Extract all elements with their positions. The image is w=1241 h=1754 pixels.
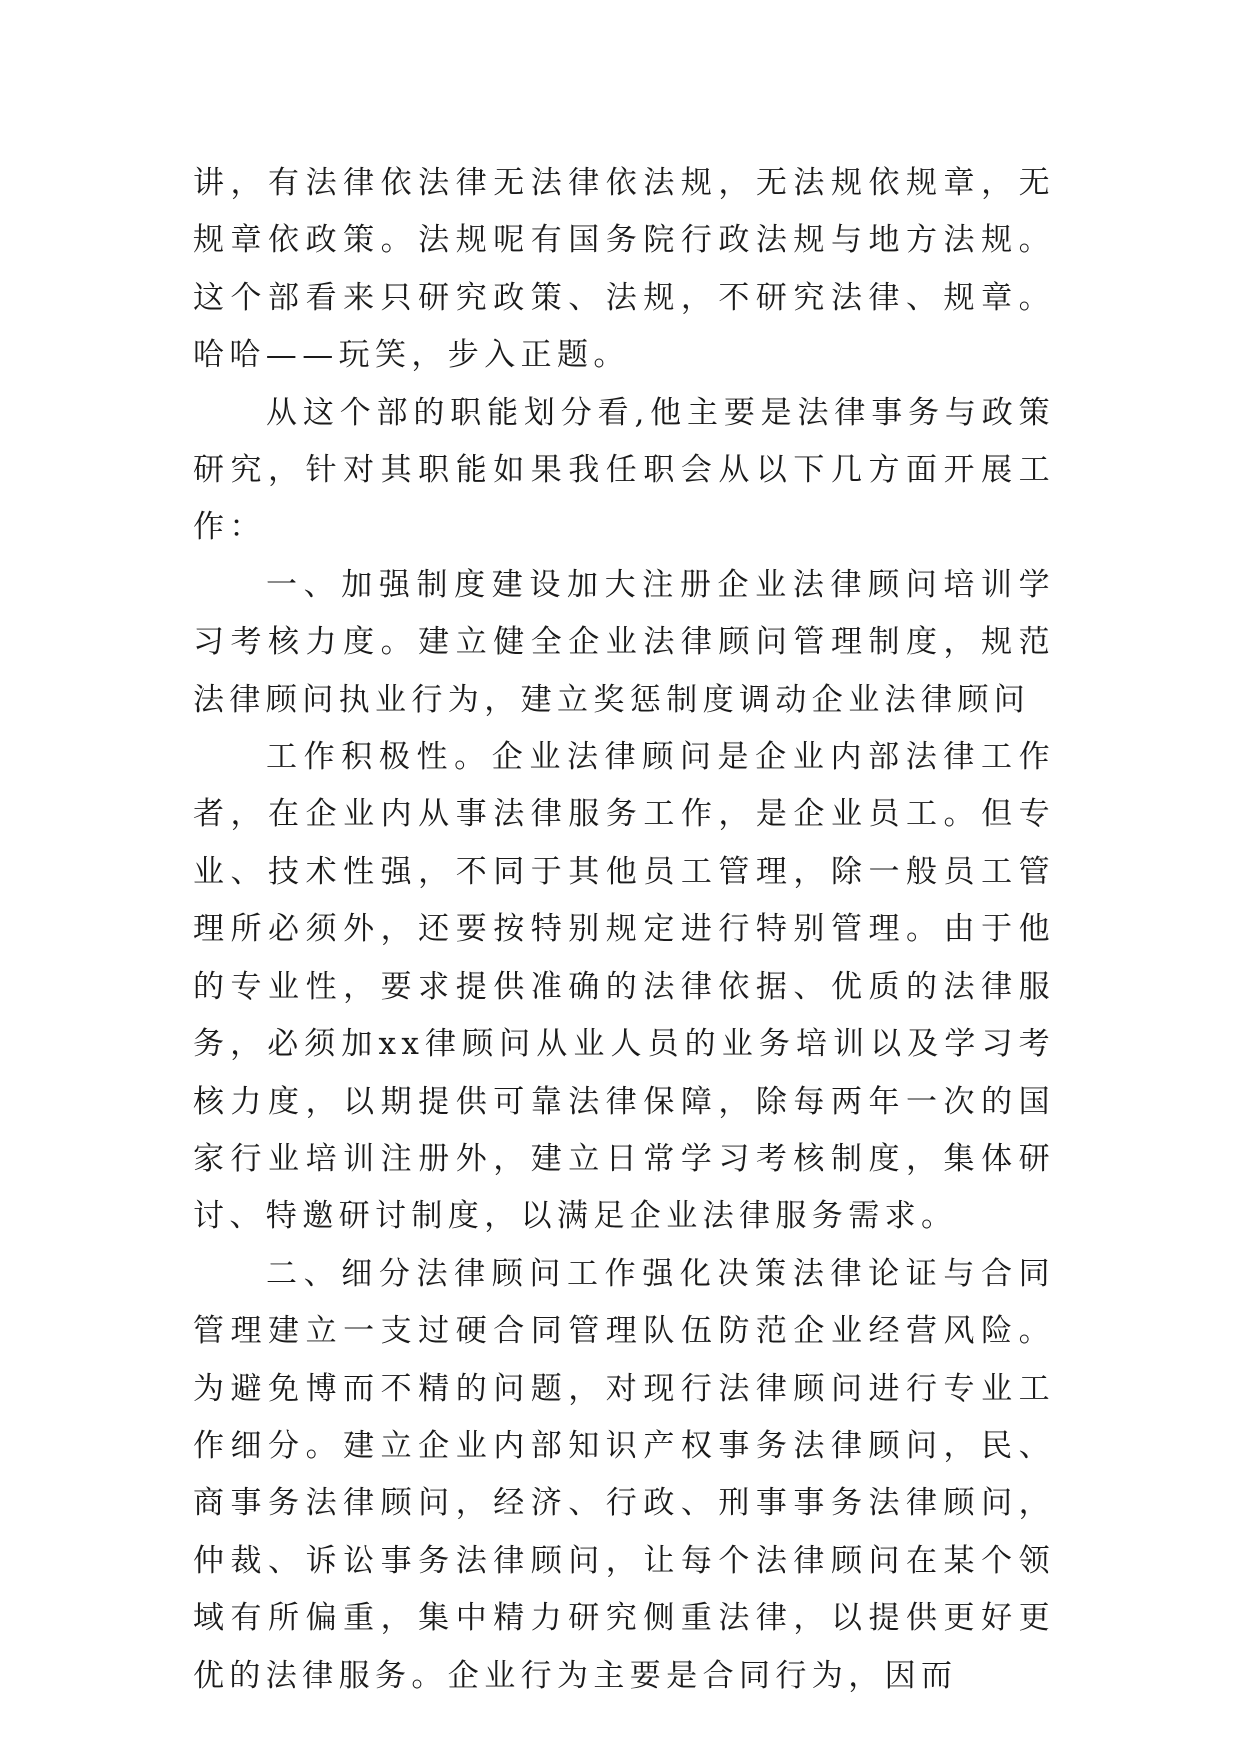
paragraph-4: 工作积极性。企业法律顾问是企业内部法律工作者，在企业内从事法律服务工作，是企业员工。但专业、技术性强，不同于其他员工管理，除一般员工管理所必须外，还要按特别规定进行特别管理。由于他的专业性，要求提供准确的法律依据、优质的法律服务，必须加xx律顾问从业人员的业务培训以及学习考核力度，以期提供可靠法律保障，除每两年一次的国家行业培训注册外，建立日常学习考核制度，集体研讨、特邀研讨制度，以满足企业法律服务需求。 xyxy=(193,739,1055,1235)
document-body xyxy=(193,155,1055,1705)
paragraph-1: 讲，有法律依法律无法律依法规，无法规依规章，无规章依政策。法规呢有国务院行政法规与地方法规。这个部看来只研究政策、法规，不研究法律、规章。哈哈——玩笑，步入正题。 xyxy=(193,165,1055,374)
paragraph-5: 二、细分法律顾问工作强化决策法律论证与合同管理建立一支过硬合同管理队伍防范企业经营风险。为避免博而不精的问题，对现行法律顾问进行专业工作细分。建立企业内部知识产权事务法律顾问，民、商事务法律顾问，经济、行政、刑事事务法律顾问，仲裁、诉讼事务法律顾问，让每个法律顾问在某个领域有所偏重，集中精力研究侧重法律，以提供更好更优的法律服务。企业行为主要是合同行为，因而 xyxy=(193,1255,1055,1694)
paragraph-3: 一、加强制度建设加大注册企业法律顾问培训学习考核力度。建立健全企业法律顾问管理制度，规范法律顾问执业行为，建立奖惩制度调动企业法律顾问 xyxy=(193,566,1055,718)
paragraph-2: 从这个部的职能划分看,他主要是法律事务与政策研究，针对其职能如果我任职会从以下几方面开展工作： xyxy=(193,394,1055,546)
